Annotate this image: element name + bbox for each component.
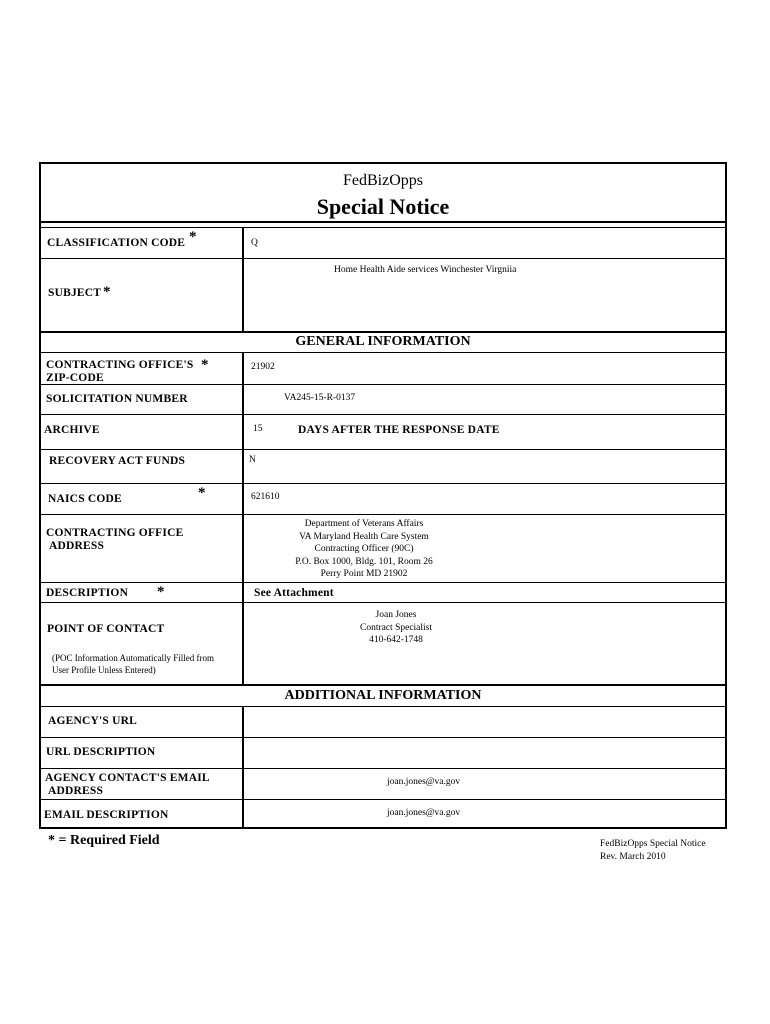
archive-suffix: DAYS AFTER THE RESPONSE DATE [298, 424, 500, 436]
archive-label: ARCHIVE [44, 424, 100, 436]
page-title: Special Notice [316, 194, 450, 219]
zip-code-label-line1: CONTRACTING OFFICE'S [46, 359, 194, 371]
divider [41, 514, 725, 515]
divider [41, 449, 725, 450]
office-address-value[interactable] [244, 518, 484, 581]
divider [41, 602, 725, 603]
agency-email-label-line2: ADDRESS [48, 785, 104, 797]
point-of-contact-value[interactable] [291, 609, 501, 647]
column-divider [242, 227, 244, 331]
agency-url-label: AGENCY'S URL [48, 715, 137, 727]
required-field-note: * = Required Field [48, 833, 160, 848]
email-description-label: EMAIL DESCRIPTION [44, 809, 169, 821]
divider [41, 582, 725, 583]
email-description-value[interactable]: joan.jones@va.gov [387, 808, 461, 818]
description-value[interactable]: See Attachment [254, 587, 334, 599]
agency-email-label-line1: AGENCY CONTACT'S EMAIL [45, 772, 210, 784]
form-revision: Rev. March 2010 [600, 852, 666, 862]
divider [41, 737, 725, 738]
brand-name: FedBizOpps [343, 172, 423, 189]
description-label: DESCRIPTION [46, 587, 129, 599]
subject-value[interactable]: Home Health Aide services Winchester Virgniia [334, 265, 517, 275]
solicitation-number-value[interactable]: VA245-15-R-0137 [284, 393, 356, 403]
divider [41, 414, 725, 415]
divider [41, 768, 725, 769]
address-line: P.O. Box 1000, Bldg. 101, Room 26 [295, 556, 433, 567]
classification-code-value[interactable]: Q [251, 238, 258, 248]
required-marker: * [103, 284, 111, 300]
naics-code-label: NAICS CODE [48, 493, 122, 505]
address-line: VA Maryland Health Care System [299, 531, 429, 542]
address-line: Department of Veterans Affairs [304, 519, 424, 529]
divider [41, 706, 725, 707]
divider [41, 258, 725, 259]
required-marker: * [201, 357, 209, 373]
required-marker: * [198, 485, 206, 501]
address-line: Contracting Officer (90C) [314, 544, 414, 554]
office-address-label-line2: ADDRESS [49, 540, 105, 552]
column-divider [242, 706, 244, 829]
required-marker: * [189, 229, 197, 245]
naics-code-value[interactable]: 621610 [251, 492, 280, 502]
divider [41, 684, 725, 686]
poc-note-line1: (POC Information Automatically Filled from [52, 653, 214, 663]
office-address-label-line1: CONTRACTING OFFICE [46, 527, 184, 539]
divider [41, 331, 725, 333]
solicitation-number-label: SOLICITATION NUMBER [46, 393, 188, 405]
zip-code-value[interactable]: 21902 [251, 362, 275, 372]
point-of-contact-label: POINT OF CONTACT [47, 623, 165, 635]
divider [41, 221, 725, 223]
recovery-act-funds-label: RECOVERY ACT FUNDS [49, 455, 186, 467]
poc-line: Joan Jones [375, 610, 417, 620]
archive-value[interactable]: 15 [253, 424, 263, 434]
divider [41, 799, 725, 800]
divider [41, 483, 725, 484]
agency-email-value[interactable]: joan.jones@va.gov [387, 777, 461, 787]
divider [41, 384, 725, 385]
zip-code-label-line2: ZIP-CODE [46, 372, 104, 384]
poc-line: 410-642-1748 [369, 635, 423, 645]
special-notice-form [39, 162, 727, 829]
section-general-information: GENERAL INFORMATION [295, 334, 471, 349]
required-marker: * [157, 584, 165, 600]
subject-label: SUBJECT [48, 287, 102, 299]
classification-code-label: CLASSIFICATION CODE [47, 237, 186, 249]
form-name: FedBizOpps Special Notice [600, 839, 706, 849]
divider [41, 227, 725, 228]
poc-note-line2: User Profile Unless Entered) [52, 665, 156, 675]
url-description-label: URL DESCRIPTION [46, 746, 156, 758]
address-line: Perry Point MD 21902 [320, 569, 408, 579]
recovery-act-funds-value[interactable]: N [249, 455, 256, 465]
section-additional-information: ADDITIONAL INFORMATION [284, 688, 482, 703]
poc-line: Contract Specialist [359, 622, 433, 633]
divider [41, 352, 725, 353]
